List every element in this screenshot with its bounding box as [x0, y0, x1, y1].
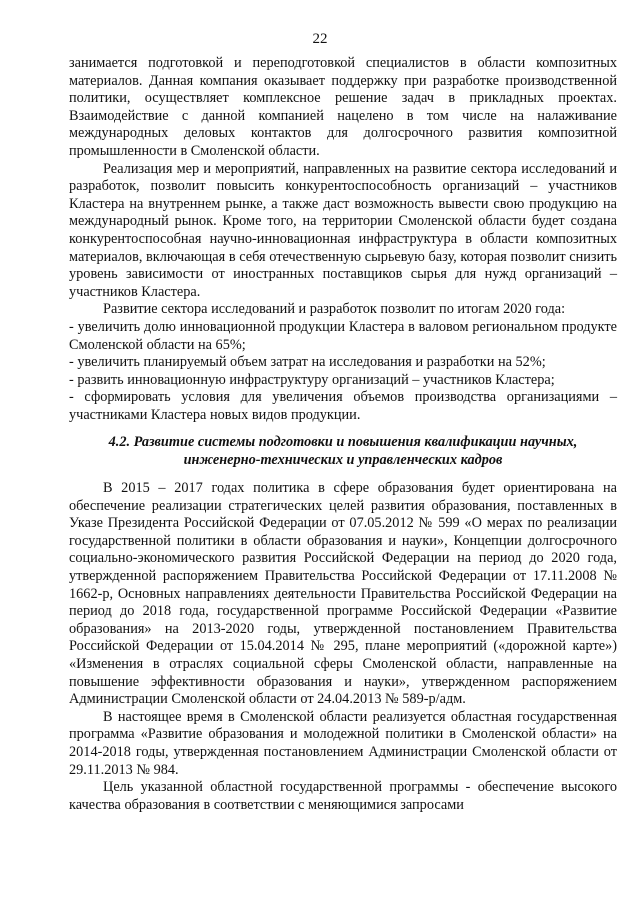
section-heading-line1: 4.2. Развитие системы подготовки и повышения квалификации научных, — [108, 434, 578, 450]
list-item-innovative-share: - увеличить долю инновационной продукции Кластера в валовом региональном продукте Смоленской области на 65%; — [69, 318, 617, 353]
section-education-text — [69, 480, 617, 814]
paragraph-measures: Реализация мер и мероприятий, направленных на развитие сектора исследований и разработок, позволит повысить конкурентоспособность организаций – участников Кластера на внутреннем рынке, а также даст возможность вывести свою продукцию на международный рынок. Кроме того, на территории Смоленской области будет создана конкурентоспособная научно-инновационная инфраструктура в области композитных материалов, включающая в себя отечественную сырьевую базу, которая позволит снизить уровень зависимости от иностранных поставщиков сырья для нужд организаций – участников Кластера. — [69, 160, 617, 300]
section-research-text — [69, 55, 617, 424]
list-item-new-products: - сформировать условия для увеличения объемов производства организациями – участниками Кластера новых видов продукции. — [69, 389, 617, 423]
section-heading — [69, 434, 617, 469]
paragraph-company: занимается подготовкой и переподготовкой специалистов в области композитных материалов. Данная компания оказывает поддержку при разработке производственной политики, осуществляет комплексное решение задач в прикладных проектах. Взаимодействие с данной компанией нацелено в том числе на налаживание международных деловых контактов для долгосрочного развития композитной промышленности в Смоленской области. — [69, 55, 617, 159]
list-item-research-costs: - увеличить планируемый объем затрат на исследования и разработки на 52%; — [69, 354, 546, 371]
section-heading-line2: инженерно-технических и управленческих кадров — [183, 451, 503, 468]
paragraph-results-intro: Развитие сектора исследований и разработок позволит по итогам 2020 года: — [103, 301, 566, 318]
paragraph-regional-program: В настоящее время в Смоленской области реализуется областная государственная программа «Развитие образования и молодежной политики в Смоленской области» на 2014-2018 годы, утвержденная постановлением Администрации Смоленской области от 29.11.2013 № 984. — [69, 708, 617, 778]
paragraph-education-policy: В 2015 – 2017 годах политика в сфере образования будет ориентирована на обеспечение реализации стратегических целей развития образования, поставленных в Указе Президента Российской Федерации от 07.05.2012 № 599 «О мерах по реализации государственной политики в области образования и науки», Концепции долгосрочного социально-экономического развития Российской Федерации на период до 2020 года, утвержденной распоряжением Правительства Российской Федерации от 17.11.2008 № 1662-р, Основных направлениях деятельности Правительства Российской Федерации на период до 2018 года, государственной программе Российской Федерации «Развитие образования» на 2013-2020 годы, утвержденной постановлением Правительства Российской Федерации от 15.04.2014 № 295, плане мероприятий («дорожной карте») «Изменения в отраслях социальной сферы Смоленской области, направленные на повышение эффективности образования и науки», утвержденном распоряжением Администрации Смоленской области от 24.04.2013 № 589-р/адм. — [69, 480, 617, 708]
page-number: 22 — [312, 31, 328, 47]
list-item-infrastructure: - развить инновационную инфраструктуру организаций – участников Кластера; — [69, 371, 555, 388]
paragraph-program-goal: Цель указанной областной государственной программы - обеспечение высокого качества образования в соответствии с меняющимися запросами — [69, 779, 617, 813]
